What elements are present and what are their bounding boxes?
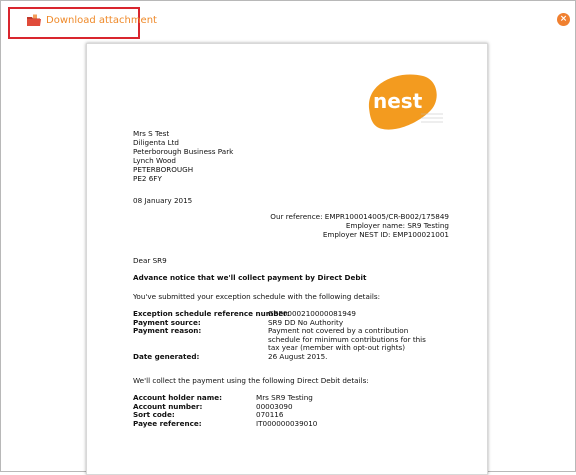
close-icon[interactable]: × bbox=[557, 13, 570, 26]
intro-text: You've submitted your exception schedule with the following details: bbox=[133, 292, 381, 301]
detail-key: Sort code: bbox=[133, 410, 175, 420]
detail-key: Payment reason: bbox=[133, 326, 202, 336]
address-line: PE2 6FY bbox=[133, 174, 162, 183]
detail-value: 070116 bbox=[256, 410, 284, 420]
letter-date: 08 January 2015 bbox=[133, 196, 193, 205]
schedule-details bbox=[133, 310, 428, 362]
detail-key: Payment source: bbox=[133, 317, 201, 327]
nest-logo bbox=[359, 68, 443, 134]
reference-line: Employer NEST ID: EMP100021001 bbox=[322, 230, 449, 239]
recipient-address bbox=[133, 129, 233, 183]
salutation: Dear SR9 bbox=[133, 256, 167, 265]
address-line: Diligenta Ltd bbox=[133, 138, 179, 147]
detail-key: Exception schedule reference number: bbox=[133, 309, 290, 318]
reference-line: Our reference: EMPR100014005/CR-B002/175849 bbox=[270, 212, 449, 221]
svg-text:nest: nest bbox=[373, 89, 423, 113]
detail-value: IT000000039010 bbox=[256, 418, 318, 428]
address-line: Peterborough Business Park bbox=[133, 147, 234, 156]
reference-line: Employer name: SR9 Testing bbox=[345, 221, 449, 230]
detail-value: 00003090 bbox=[256, 401, 293, 411]
detail-key: Payee reference: bbox=[133, 418, 202, 428]
download-attachment-link[interactable] bbox=[26, 14, 157, 27]
direct-debit-intro: We'll collect the payment using the following Direct Debit details: bbox=[133, 376, 369, 385]
detail-key: Account holder name: bbox=[133, 393, 222, 402]
detail-value: GBP0000210000081949 bbox=[268, 309, 357, 318]
detail-row bbox=[133, 420, 416, 429]
detail-value: SR9 DD No Authority bbox=[268, 317, 344, 327]
address-line: PETERBOROUGH bbox=[133, 165, 194, 174]
folder-icon bbox=[26, 14, 42, 27]
direct-debit-details bbox=[133, 394, 416, 428]
detail-value: Payment not covered by a contribution schedule for minimum contributions for this tax year (member with opt-out rights) bbox=[268, 326, 426, 353]
detail-key: Account number: bbox=[133, 401, 203, 411]
detail-row bbox=[133, 327, 428, 353]
detail-key: Date generated: bbox=[133, 351, 200, 361]
download-label: Download attachment bbox=[46, 15, 157, 26]
detail-row bbox=[133, 353, 428, 362]
address-line: Lynch Wood bbox=[133, 156, 176, 165]
detail-value: Mrs SR9 Testing bbox=[256, 393, 313, 402]
letter-preview[interactable] bbox=[86, 43, 488, 475]
letter-heading: Advance notice that we'll collect payment by Direct Debit bbox=[133, 273, 367, 282]
detail-value: 26 August 2015. bbox=[268, 351, 328, 361]
address-line: Mrs S Test bbox=[133, 129, 170, 138]
reference-block bbox=[270, 212, 449, 239]
